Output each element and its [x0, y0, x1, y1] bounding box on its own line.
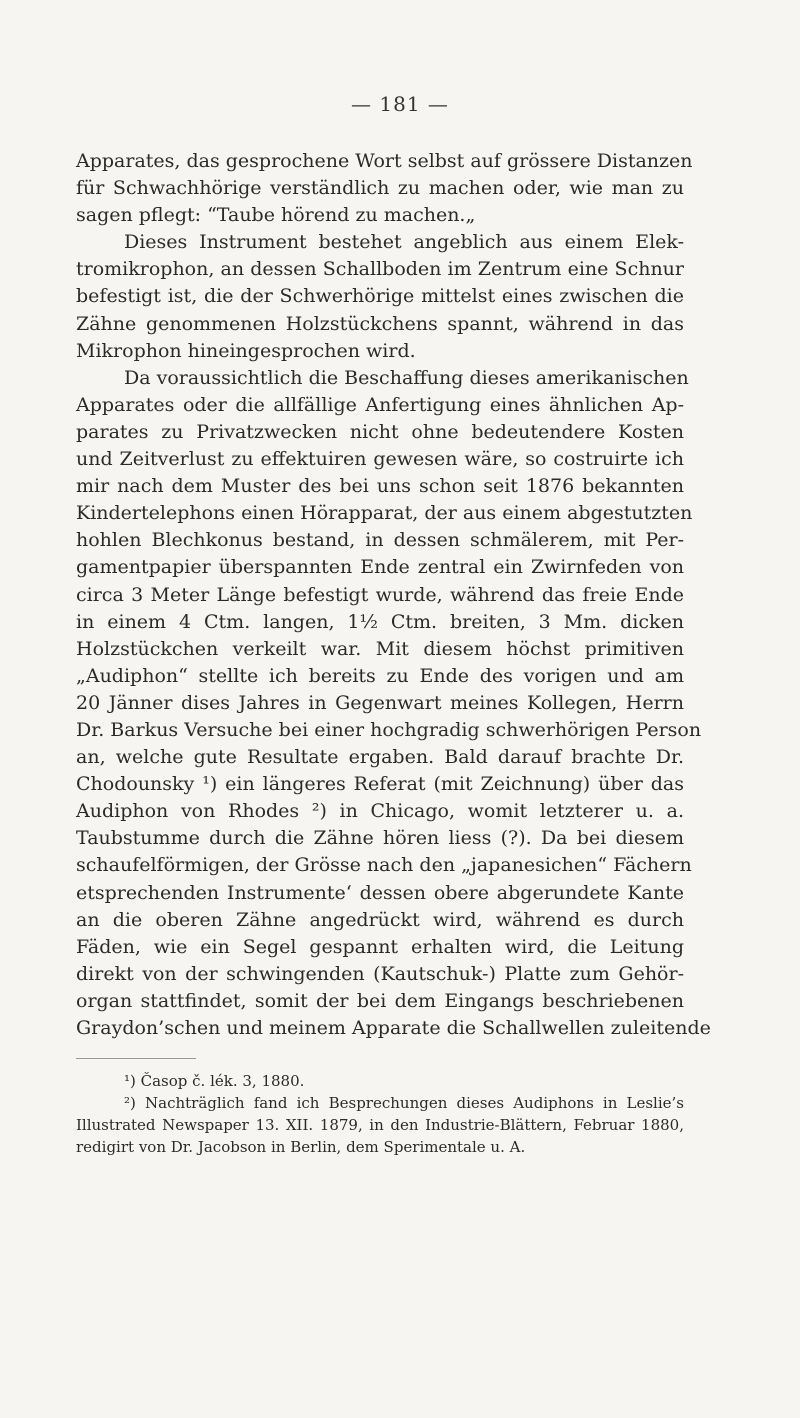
text-line: Kindertelephons einen Hörapparat, der aus einem abgestutzten	[76, 502, 693, 525]
text-line: parates zu Privatzwecken nicht ohne bedeutendere Kosten	[76, 420, 684, 443]
text-line: für Schwachhörige verständlich zu machen oder, wie man zu	[76, 177, 684, 200]
text-line: Mikrophon hineingesprochen wird.	[76, 339, 416, 362]
text-line: Holzstückchen verkeilt war. Mit diesem höchst primitiven	[76, 637, 684, 660]
text-line: Fäden, wie ein Segel gespannt erhalten wird, die Leitung	[76, 935, 684, 958]
footnote-divider	[76, 1058, 196, 1059]
footnote-line: ¹) Časop č. lék. 3, 1880.	[124, 1072, 305, 1090]
text-line: Dr. Barkus Versuche bei einer hochgradig schwerhörigen Person	[76, 718, 702, 741]
text-line: an, welche gute Resultate ergaben. Bald darauf brachte Dr.	[76, 746, 684, 769]
text-line: Audiphon von Rhodes ²) in Chicago, womit letzterer u. a.	[76, 800, 684, 823]
text-line: Da voraussichtlich die Beschaffung dieses amerikanischen	[124, 366, 689, 389]
text-line: Taubstumme durch die Zähne hören liess (?). Da bei diesem	[76, 827, 684, 850]
text-line: in einem 4 Ctm. langen, 1½ Ctm. breiten, 3 Mm. dicken	[76, 610, 684, 633]
text-line: Zähne genommenen Holzstückchens spannt, während in das	[76, 312, 684, 335]
text-line: schaufelförmigen, der Grösse nach den „japanesichen“ Fächern	[76, 854, 692, 877]
text-line: circa 3 Meter Länge befestigt wurde, während das freie Ende	[76, 583, 684, 606]
text-line: Graydon’schen und meinem Apparate die Schallwellen zuleitende	[76, 1017, 711, 1039]
footnote-line: redigirt von Dr. Jacobson in Berlin, dem Sperimentale u. A.	[76, 1138, 526, 1156]
footnote-line: Illustrated Newspaper 13. XII. 1879, in den Industrie-Blättern, Februar 1880,	[76, 1116, 684, 1134]
text-line: an die oberen Zähne angedrückt wird, während es durch	[76, 908, 684, 931]
text-line: Apparates, das gesprochene Wort selbst auf grössere Distanzen	[76, 150, 693, 172]
text-line: befestigt ist, die der Schwerhörige mittelst eines zwischen die	[76, 285, 684, 308]
text-line: Chodounsky ¹) ein längeres Referat (mit Zeichnung) über das	[76, 773, 684, 796]
body-text	[76, 148, 711, 1042]
text-line: sagen pflegt: “Taube hörend zu machen.„	[76, 204, 476, 227]
text-line: 20 Jänner dises Jahres in Gegenwart meines Kollegen, Herrn	[76, 691, 684, 714]
page-number: — 181 —	[351, 92, 449, 116]
text-line: direkt von der schwingenden (Kautschuk-) Platte zum Gehör-	[76, 962, 684, 985]
footnote-line: ²) Nachträglich fand ich Besprechungen dieses Audiphons in Leslie’s	[124, 1094, 684, 1112]
text-line: hohlen Blechkonus bestand, in dessen schmälerem, mit Per-	[76, 529, 684, 552]
text-line: gamentpapier überspannten Ende zentral ein Zwirnfeden von	[76, 556, 684, 579]
text-line: Dieses Instrument bestehet angeblich aus einem Elek-	[124, 231, 684, 254]
text-line: Apparates oder die allfällige Anfertigung eines ähnlichen Ap-	[76, 393, 684, 416]
text-line: und Zeitverlust zu effektuiren gewesen wäre, so costruirte ich	[76, 448, 684, 471]
text-line: organ stattfindet, somit der bei dem Eingangs beschriebenen	[76, 989, 684, 1012]
text-line: „Audiphon“ stellte ich bereits zu Ende des vorigen und am	[76, 664, 684, 687]
footnotes	[76, 1070, 684, 1158]
text-line: etsprechenden Instrumente‘ dessen obere abgerundete Kante	[76, 881, 684, 904]
text-line: mir nach dem Muster des bei uns schon seit 1876 bekannten	[76, 475, 684, 498]
text-line: tromikrophon, an dessen Schallboden im Zentrum eine Schnur	[76, 258, 684, 281]
